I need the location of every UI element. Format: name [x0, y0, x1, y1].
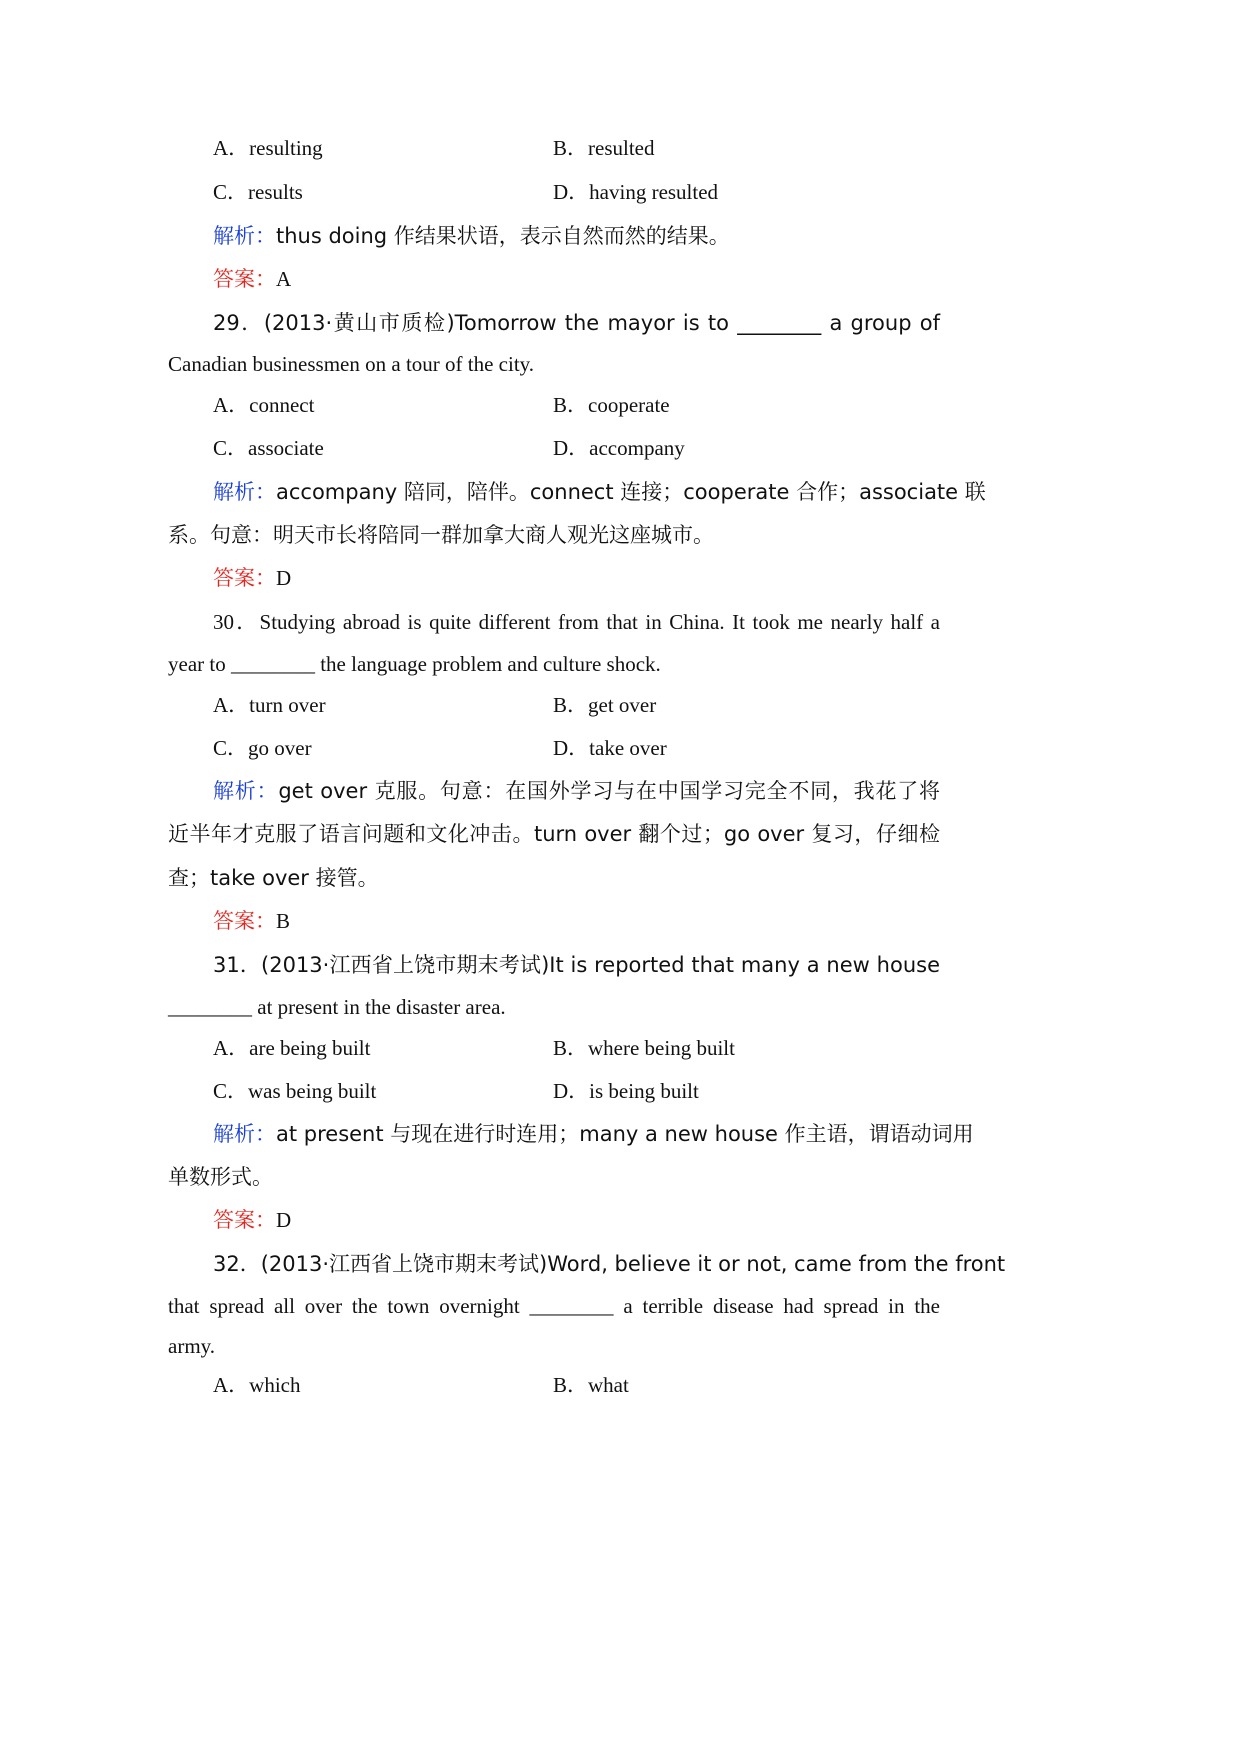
- answer-label: 答案：: [213, 909, 276, 933]
- q31-analysis: [213, 1120, 974, 1148]
- q28-option-c: C．results: [213, 180, 303, 204]
- q29-stem-line1: 29．(2013·黄山市质检)Tomorrow the mayor is to ________ a group of: [213, 311, 940, 335]
- answer-label: 答案：: [213, 1208, 276, 1232]
- q31-option-c: C．was being built: [213, 1079, 377, 1103]
- answer-label: 答案：: [213, 267, 276, 291]
- q32-option-b: B．what: [553, 1373, 629, 1397]
- q31-option-a: A．are being built: [213, 1036, 371, 1060]
- q29-answer: [213, 564, 291, 592]
- q28-option-d: D．having resulted: [553, 180, 719, 204]
- q30-answer: [213, 907, 290, 935]
- q29-option-b: B．cooperate: [553, 393, 670, 417]
- q29-option-c: C．associate: [213, 436, 324, 460]
- analysis-label: 解析：: [213, 779, 279, 803]
- q29-analysis-line2: 系。句意：明天市长将陪同一群加拿大商人观光这座城市。: [168, 523, 714, 547]
- q30-analysis-line3: 查；take over 接管。: [168, 866, 379, 890]
- q30-option-b: B．get over: [553, 693, 657, 717]
- answer-value: B: [276, 909, 291, 933]
- answer-value: D: [276, 1208, 292, 1232]
- analysis-label: 解析：: [213, 480, 276, 504]
- q30-analysis: [213, 777, 940, 805]
- q32-option-a: A．which: [213, 1373, 301, 1397]
- analysis-text: thus doing 作结果状语，表示自然而然的结果。: [276, 224, 730, 248]
- q28-analysis: [213, 222, 730, 250]
- q29-analysis: [213, 478, 986, 506]
- q31-option-b: B．where being built: [553, 1036, 735, 1060]
- q29-option-a: A．connect: [213, 393, 315, 417]
- q31-answer: [213, 1206, 291, 1234]
- q29-option-d: D．accompany: [553, 436, 685, 460]
- q30-option-a: A．turn over: [213, 693, 326, 717]
- q32-stem-line1: 32．(2013·江西省上饶市期末考试)Word, believe it or not, came from the front: [213, 1252, 1006, 1276]
- analysis-text: get over 克服。句意：在国外学习与在中国学习完全不同，我花了将: [278, 779, 941, 803]
- q30-stem-line2: year to ________ the language problem and culture shock.: [168, 652, 661, 676]
- analysis-text: at present 与现在进行时连用；many a new house 作主语，谓语动词用: [276, 1122, 974, 1146]
- analysis-label: 解析：: [213, 1122, 276, 1146]
- analysis-label: 解析：: [213, 224, 276, 248]
- analysis-text: accompany 陪同，陪伴。connect 连接；cooperate 合作；associate 联: [276, 480, 986, 504]
- q31-stem-line1: 31．(2013·江西省上饶市期末考试)It is reported that many a new house: [213, 953, 940, 977]
- q32-stem-line2: that spread all over the town overnight ________ a terrible disease had spread in the: [168, 1294, 940, 1318]
- q28-option-a: A．resulting: [213, 136, 323, 160]
- q30-stem-line1: 30．Studying abroad is quite different from that in China. It took me nearly half a: [213, 610, 940, 634]
- q31-option-d: D．is being built: [553, 1079, 699, 1103]
- q28-option-b: B．resulted: [553, 136, 655, 160]
- q28-answer: [213, 265, 291, 293]
- q30-option-c: C．go over: [213, 736, 312, 760]
- answer-value: D: [276, 566, 292, 590]
- answer-label: 答案：: [213, 566, 276, 590]
- q30-analysis-line2: 近半年才克服了语言问题和文化冲击。turn over 翻个过；go over 复习，仔细检: [168, 822, 940, 846]
- q31-analysis-line2: 单数形式。: [168, 1165, 273, 1189]
- answer-value: A: [276, 267, 292, 291]
- q31-stem-line2: ________ at present in the disaster area.: [168, 995, 506, 1019]
- q30-option-d: D．take over: [553, 736, 667, 760]
- q32-stem-line3: army.: [168, 1334, 216, 1358]
- q29-stem-line2: Canadian businessmen on a tour of the city.: [168, 352, 535, 376]
